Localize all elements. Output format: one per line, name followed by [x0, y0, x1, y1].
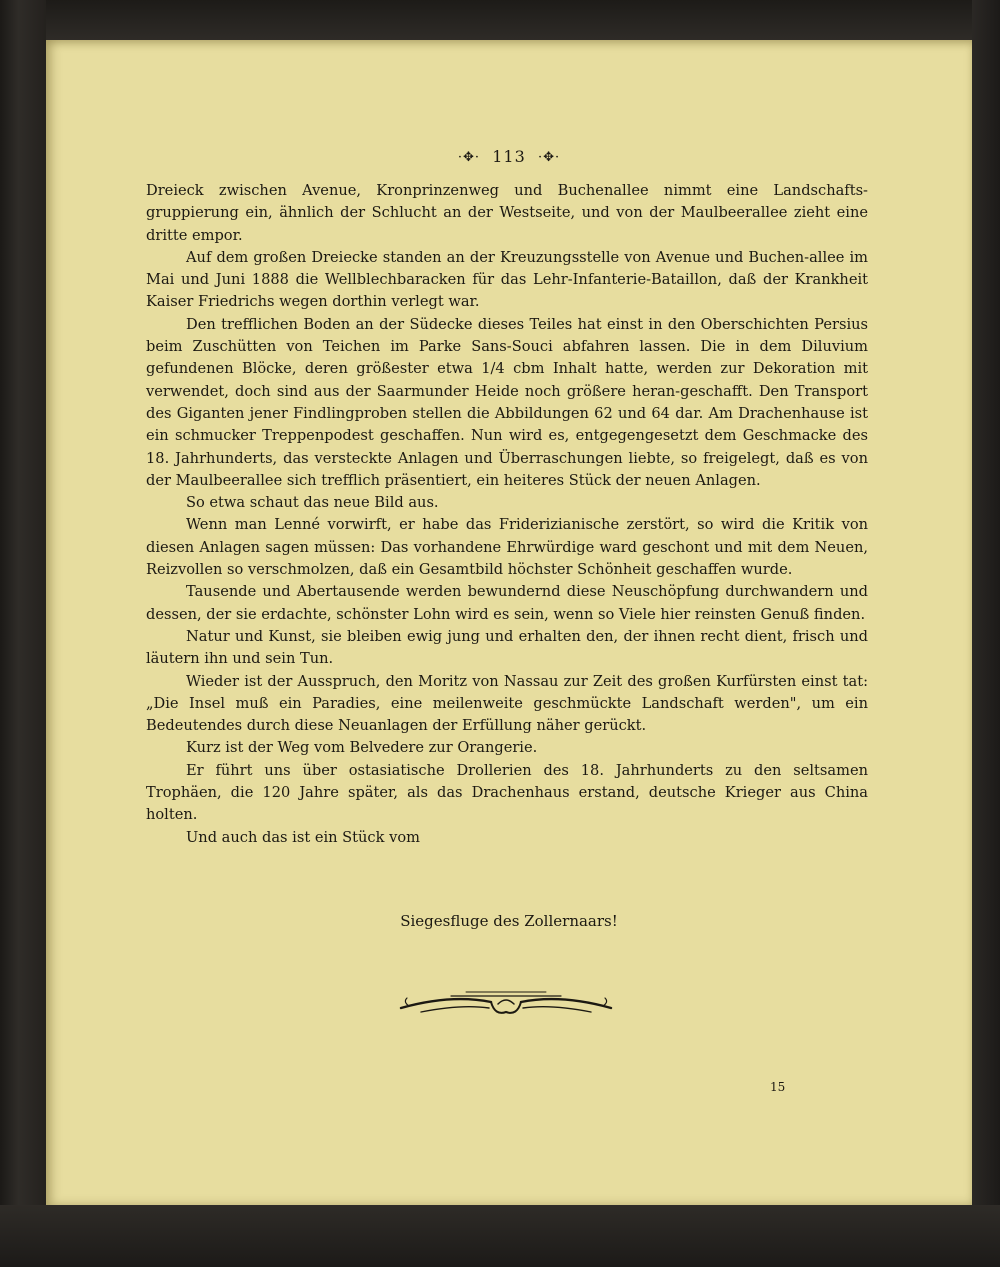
paragraph: So etwa schaut das neue Bild aus. — [186, 494, 439, 512]
paragraph: Wenn man Lenné vorwirft, er habe das Friderizianische zerstört, so wird die Kritik von diesen Anlagen sagen müssen: Das vorhandene Ehrwürdige ward geschont und mit dem Neuen, Reizvollen so verschmolzen, daß ein Gesamtbild höchster Schönheit geschaffen wurde. — [146, 516, 868, 579]
page-header — [46, 147, 972, 166]
paragraph: Wieder ist der Ausspruch, den Moritz von Nassau zur Zeit des großen Kurfürsten einst tat: „Die Insel muß ein Paradies, eine meilenweite geschmückte Landschaft werden", um ein Bedeutendes durch diese Neuanlagen der Erfüllung näher gerückt. — [146, 672, 868, 735]
paragraph: Kurz ist der Weg vom Belvedere zur Orangerie. — [186, 739, 538, 757]
paragraph: Und auch das ist ein Stück vom — [186, 828, 420, 846]
body-text — [146, 180, 868, 849]
book-cover-left — [0, 0, 46, 1267]
paragraph: Tausende und Abertausende werden bewundernd diese Neuschöpfung durchwandern und dessen, der sie erdachte, schönster Lohn wird es sein, wenn so Viele hier reinsten Genuß finden. — [146, 583, 868, 623]
paragraph: Natur und Kunst, sie bleiben ewig jung und erhalten den, der ihnen recht dient, frisch und läutern ihn und sein Tun. — [146, 627, 868, 668]
left-ornament-icon: ·✥· — [457, 150, 481, 165]
paragraph: Dreieck zwischen Avenue, Kronprinzenweg und Buchenallee nimmt eine Landschafts-gruppierung ein, ähnlich der Schlucht an der Westseite, und von der Maulbeerallee zieht eine dritte empor. — [146, 182, 868, 244]
paragraph: Auf dem großen Dreiecke standen an der Kreuzungsstelle von Avenue und Buchen-allee im Mai und Juni 1888 die Wellblechbaracken für das Lehr-Infanterie-Bataillon, daß der Krankheit Kaiser Friedrichs wegen dorthin verlegt war. — [146, 248, 868, 311]
signature-mark: 15 — [770, 1080, 786, 1094]
book-cover-top — [0, 0, 1000, 40]
closing-line: Siegesfluge des Zollernaars! — [400, 912, 618, 930]
paragraph: Er führt uns über ostasiatische Drollerien des 18. Jahrhunderts zu den seltsamen Trophäen, die 120 Jahre später, als das Drachenhaus erstand, deutsche Krieger aus China holten. — [146, 761, 868, 824]
paragraph: Den trefflichen Boden an der Südecke dieses Teiles hat einst in den Oberschichten Persius beim Zuschütten von Teichen im Parke Sans-Souci abfahren lassen. Die in dem Diluvium gefundenen Blöcke, deren größester etwa 1/4 cbm Inhalt hatte, werden zur Dekoration mit verwendet, doch sind aus der Saarmunder Heide noch größere heran-geschafft. Den Transport des Giganten jener Findlingproben stellen die Abbildungen 62 und 64 dar. Am Drachenhause ist ein schmucker Treppenpodest geschaffen. Nun wird es, entgegengesetzt dem Geschmacke des 18. Jahrhunderts, das versteckte Anlagen und Überraschungen liebte, so freigelegt, daß es von der Maulbeerallee sich trefflich präsentiert, ein heiteres Stück der neuen Anlagen. — [146, 315, 868, 489]
end-vignette-icon — [391, 982, 621, 1022]
page-number: 113 — [492, 147, 526, 166]
book-cover-bottom — [0, 1205, 1000, 1267]
book-page — [46, 40, 972, 1205]
book-cover-right — [972, 0, 1000, 1267]
right-ornament-icon: ·✥· — [537, 150, 561, 165]
